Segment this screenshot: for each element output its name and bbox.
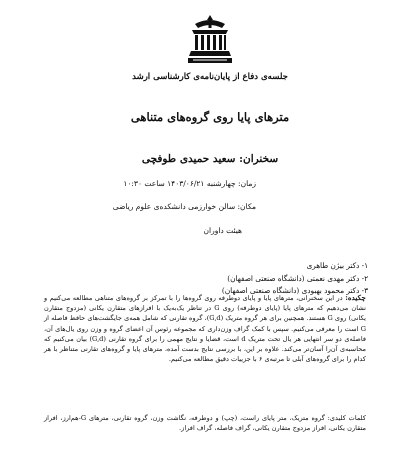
talk-title: مترهای پایا روی گروه‌های متناهی xyxy=(130,110,290,124)
abstract-text: در این سخنرانی، مترهای پایا و پایای دوطرفه روی گروه‌ها را با تمرکز بر گروه‌های متناهی مطالعه می‌کنیم و نشان می‌دهیم که مترهای پایا (پایای دوطرفه) روی G در تناظر یک‌به‌یک با افرازهای متقارن یکانی (مزدوج متقارن یکانی) روی G هستند. همچنین برای هر گروه متریک (G,d)، گروه تقارنی که شامل همه‌ی جایگشت‌های حافظ فاصله از G است را معرفی می‌کنیم. سپس با کمک گراف وزن‌داری که مجموعه رئوس آن اعضای گروه و وزن روی یال‌های آن، فاصله‌ی دو سر انتهایی هر یال تحت متریک d است، قضایا و نتایج مهمی را برای گروه تقارنی (G,d) بیان می‌کنیم که محاسبه‌ی آن‌را آسان‌تر می‌کند. علاوه بر این، با بررسی نتایج بدست آمده، مترهای پایا و گروه‌های تقارنی متناظر با هر کدام را برای گروه‌های آبلی تا مرتبه‌ی ۶ با جزییات دقیق مطالعه می‌کنیم. xyxy=(44,294,366,364)
defense-header: جلسه‌ی دفاع از پایان‌نامه‌ی کارشناسی ارشد xyxy=(132,72,288,82)
committee-member: ۲- دکتر مهدی نعمتی (دانشگاه صنعتی اصفهان) xyxy=(227,273,368,283)
university-logo-icon xyxy=(187,14,233,64)
committee-heading: هیئت داوران xyxy=(203,226,242,235)
time-line: زمان: چهارشنبه ۱۴۰۳/۰۶/۲۱ ساعت ۱۰:۳۰ xyxy=(123,179,256,188)
keywords: کلمات کلیدی: گروه متریک، متر پایای راست، (چپ) و دوطرفه، نگاشت وزن، گروه تقارنی، مترهای G-هم‌ارز، افراز متقارن یکانی، افراز مزدوج متقارن یکانی، گراف فاصله، گراف افراز. xyxy=(44,414,366,433)
speaker-line: سخنران: سعید حمیدی طوفچی xyxy=(141,153,279,165)
abstract xyxy=(44,293,366,364)
committee-member: ۳- دکتر محمود بهبودی (دانشگاه صنعتی اصفهان) xyxy=(221,286,368,295)
committee-list xyxy=(148,260,368,298)
place-line: مکان: سالن خوارزمی دانشکده‌ی علوم ریاضی xyxy=(112,202,256,211)
committee-member: ۱- دکتر بیژن طاهری xyxy=(306,261,368,270)
abstract-label: چکیده: xyxy=(345,293,366,302)
